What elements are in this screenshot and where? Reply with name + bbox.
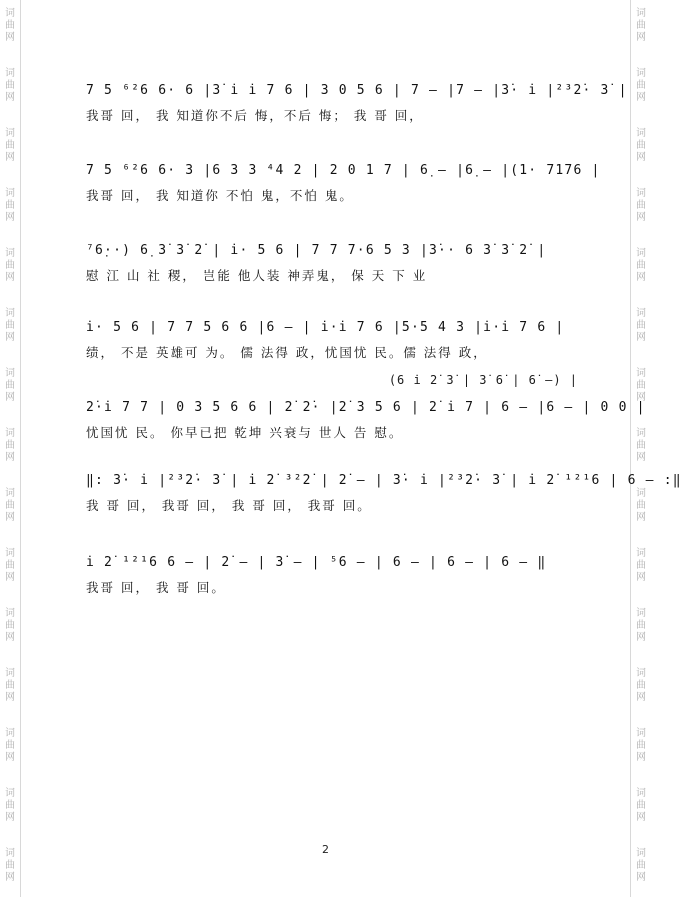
watermark-char: 词: [636, 368, 646, 379]
watermark-char: 曲: [636, 140, 646, 151]
watermark-char: 网: [5, 92, 15, 103]
watermark-char: 曲: [5, 20, 15, 31]
watermark-char: 网: [5, 512, 15, 523]
watermark-char: 词: [636, 68, 646, 79]
watermark-char: 词: [636, 728, 646, 739]
watermark-char: 曲: [5, 80, 15, 91]
watermark-text: [3, 8, 17, 44]
watermark-char: 网: [636, 332, 646, 343]
right-margin-watermark-strip: [630, 0, 651, 897]
watermark-char: 网: [5, 392, 15, 403]
watermark-char: 网: [636, 392, 646, 403]
watermark-char: 网: [636, 812, 646, 823]
watermark-char: 词: [636, 428, 646, 439]
watermark-char: 网: [636, 32, 646, 43]
watermark-char: 曲: [636, 860, 646, 871]
watermark-char: 曲: [636, 800, 646, 811]
lyrics-line: 绩， 不是 英雄可 为。 儒 法得 政，忧国忧 民。儒 法得 政，: [86, 345, 488, 360]
watermark-char: 曲: [5, 560, 15, 571]
lyrics-line: 我 哥 回， 我哥 回， 我 哥 回， 我哥 回。: [86, 498, 372, 513]
watermark-text: [3, 128, 17, 164]
watermark-char: 曲: [636, 320, 646, 331]
watermark-char: 曲: [5, 800, 15, 811]
watermark-char: 曲: [5, 500, 15, 511]
notation-line: i̇· 5 6 | 7 7 5 6 6 |6 — | i̇·i̇ 7 6 |5·5 4 3 |i̇·i̇ 7 6 |: [86, 320, 565, 335]
watermark-char: 网: [5, 752, 15, 763]
watermark-text: [634, 728, 648, 764]
notation-line: 7 5 ⁶²6 6· 3 |6 3 3 ⁴4 2 | 2 0 1 7 | 6̣ — |6̣ — |(1· 7176 |: [86, 163, 601, 178]
watermark-text: [3, 608, 17, 644]
watermark-char: 网: [5, 152, 15, 163]
watermark-text: [634, 368, 648, 404]
watermark-char: 词: [5, 368, 15, 379]
watermark-char: 曲: [636, 740, 646, 751]
notation-line: 2̇·i̇ 7 7 | 0 3 5 6 6 | 2̇ 2̇· |2̇ 3 5 6 | 2̇ i̇ 7 | 6 — |6 — | 0 0 |: [86, 400, 646, 415]
page-number: 2: [322, 843, 329, 856]
watermark-char: 曲: [636, 20, 646, 31]
watermark-text: [634, 68, 648, 104]
watermark-char: 词: [636, 188, 646, 199]
watermark-char: 曲: [636, 440, 646, 451]
watermark-char: 词: [5, 488, 15, 499]
watermark-char: 网: [5, 32, 15, 43]
watermark-char: 网: [5, 812, 15, 823]
watermark-char: 网: [636, 692, 646, 703]
watermark-text: [634, 8, 648, 44]
watermark-text: [3, 488, 17, 524]
watermark-char: 曲: [5, 740, 15, 751]
watermark-text: [3, 668, 17, 704]
watermark-text: [3, 548, 17, 584]
watermark-text: [3, 728, 17, 764]
watermark-char: 词: [5, 728, 15, 739]
watermark-char: 曲: [636, 80, 646, 91]
left-margin-watermark-strip: [0, 0, 21, 897]
watermark-char: 曲: [5, 680, 15, 691]
watermark-char: 网: [5, 632, 15, 643]
notation-line: ⁷6̣··) 6̣ 3̇ 3̇ 2̇ | i̇· 5 6 | 7 7 7·6 5 3 |3̇·· 6 3̇ 3̇ 2̇ |: [86, 243, 547, 258]
lyrics-line: 慰 江 山 社 稷， 岂能 他人装 神弄鬼， 保 天 下 业: [86, 268, 428, 283]
watermark-char: 词: [636, 848, 646, 859]
watermark-char: 词: [5, 248, 15, 259]
watermark-char: 网: [5, 572, 15, 583]
watermark-char: 网: [636, 872, 646, 883]
watermark-char: 曲: [636, 680, 646, 691]
watermark-text: [634, 548, 648, 584]
watermark-char: 网: [636, 452, 646, 463]
watermark-char: 曲: [636, 380, 646, 391]
watermark-text: [634, 248, 648, 284]
watermark-char: 曲: [5, 380, 15, 391]
watermark-char: 网: [636, 92, 646, 103]
watermark-char: 词: [636, 248, 646, 259]
watermark-char: 曲: [636, 500, 646, 511]
watermark-char: 词: [636, 548, 646, 559]
watermark-char: 网: [5, 692, 15, 703]
watermark-char: 网: [5, 332, 15, 343]
watermark-char: 词: [5, 668, 15, 679]
lyrics-line: 我哥 回， 我 哥 回。: [86, 580, 226, 595]
watermark-char: 词: [636, 488, 646, 499]
watermark-char: 词: [636, 788, 646, 799]
watermark-char: 曲: [5, 440, 15, 451]
watermark-char: 曲: [5, 140, 15, 151]
watermark-char: 网: [636, 152, 646, 163]
watermark-text: [3, 368, 17, 404]
watermark-char: 网: [636, 632, 646, 643]
watermark-char: 曲: [636, 260, 646, 271]
watermark-char: 网: [636, 212, 646, 223]
watermark-char: 词: [5, 128, 15, 139]
watermark-char: 网: [5, 452, 15, 463]
watermark-text: [634, 428, 648, 464]
watermark-char: 曲: [5, 860, 15, 871]
watermark-char: 网: [5, 872, 15, 883]
watermark-char: 词: [636, 128, 646, 139]
watermark-char: 曲: [636, 560, 646, 571]
watermark-text: [634, 308, 648, 344]
watermark-text: [634, 608, 648, 644]
watermark-char: 词: [5, 308, 15, 319]
watermark-char: 词: [5, 188, 15, 199]
instrumental-interlude: (6 i̇ 2̇ 3̇ | 3̇ 6̇ | 6̇ —) |: [388, 373, 578, 387]
watermark-char: 词: [636, 668, 646, 679]
notation-line: i̇ 2̇ ¹²¹6 6 — | 2̇ — | 3̇ — | ⁵6 — | 6 — | 6 — | 6 — ‖: [86, 555, 547, 570]
watermark-char: 曲: [5, 260, 15, 271]
watermark-char: 词: [636, 8, 646, 19]
watermark-char: 曲: [5, 200, 15, 211]
notation-line: ‖: 3̇· i̇ |²³2̇· 3̇ | i̇ 2̇ ³²2̇ | 2̇ — | 3̇· i̇ |²³2̇· 3̇ | i̇ 2̇ ¹²¹6 | 6 — :‖: [86, 473, 682, 488]
watermark-text: [634, 128, 648, 164]
watermark-char: 网: [636, 752, 646, 763]
watermark-text: [634, 188, 648, 224]
watermark-char: 网: [5, 272, 15, 283]
lyrics-line: 忧国忧 民。 你早已把 乾坤 兴衰与 世人 告 慰。: [86, 425, 404, 440]
watermark-char: 词: [5, 8, 15, 19]
watermark-char: 曲: [5, 620, 15, 631]
watermark-char: 网: [636, 572, 646, 583]
watermark-char: 曲: [636, 620, 646, 631]
watermark-char: 曲: [5, 320, 15, 331]
watermark-text: [3, 248, 17, 284]
watermark-char: 词: [5, 608, 15, 619]
watermark-char: 网: [5, 212, 15, 223]
notation-line: 7 5 ⁶²6 6· 6 |3̇ i̇ i̇ 7 6 | 3 0 5 6 | 7 — |7 — |3̇· i̇ |²³2̇· 3̇ |: [86, 83, 628, 98]
lyrics-line: 我哥 回， 我 知道你不后 悔，不后 悔； 我 哥 回，: [86, 108, 424, 123]
watermark-text: [3, 788, 17, 824]
watermark-char: 词: [636, 308, 646, 319]
watermark-char: 词: [5, 848, 15, 859]
watermark-char: 词: [5, 548, 15, 559]
watermark-char: 词: [5, 68, 15, 79]
watermark-char: 网: [636, 272, 646, 283]
watermark-text: [634, 668, 648, 704]
lyrics-line: 我哥 回， 我 知道你 不怕 鬼，不怕 鬼。: [86, 188, 354, 203]
watermark-text: [3, 68, 17, 104]
watermark-char: 词: [5, 428, 15, 439]
watermark-text: [634, 788, 648, 824]
watermark-char: 词: [5, 788, 15, 799]
watermark-char: 词: [636, 608, 646, 619]
watermark-char: 网: [636, 512, 646, 523]
watermark-text: [634, 488, 648, 524]
watermark-char: 曲: [636, 200, 646, 211]
watermark-text: [3, 428, 17, 464]
watermark-text: [3, 188, 17, 224]
watermark-text: [3, 308, 17, 344]
